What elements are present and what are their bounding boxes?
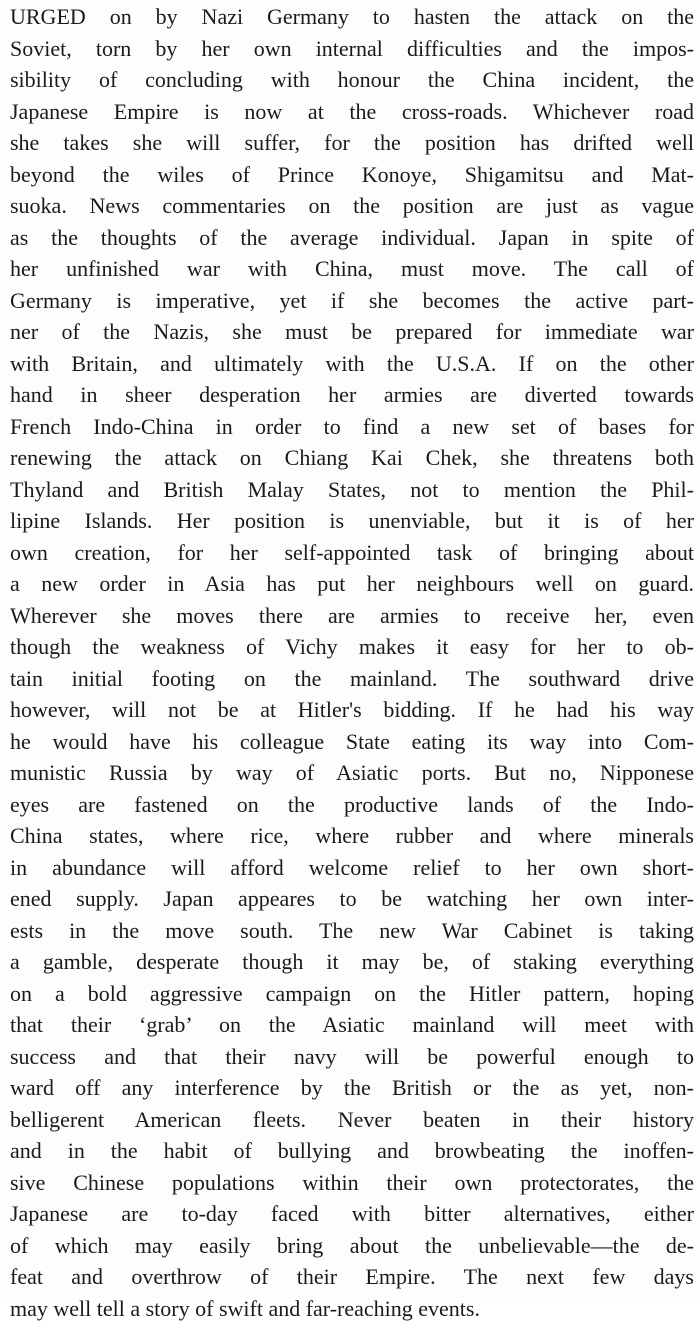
text-line: suoka. News commentaries on the position are just as vague xyxy=(10,190,694,222)
text-line: French Indo-China in order to find a new set of bases for xyxy=(10,411,694,443)
text-line: Soviet, torn by her own internal difficulties and the impos- xyxy=(10,33,694,65)
text-line: he would have his colleague State eating its way into Com- xyxy=(10,726,694,758)
text-line: belligerent American fleets. Never beaten in their history xyxy=(10,1104,694,1136)
text-line: own creation, for her self-appointed task of bringing about xyxy=(10,537,694,569)
text-line: beyond the wiles of Prince Konoye, Shigamitsu and Mat- xyxy=(10,159,694,191)
text-line: munistic Russia by way of Asiatic ports. But no, Nipponese xyxy=(10,757,694,789)
text-line: sive Chinese populations within their own protectorates, the xyxy=(10,1167,694,1199)
text-line: ward off any interference by the British or the as yet, non- xyxy=(10,1072,694,1104)
text-line: as the thoughts of the average individual. Japan in spite of xyxy=(10,222,694,254)
text-line: ner of the Nazis, she must be prepared for immediate war xyxy=(10,316,694,348)
text-line: may well tell a story of swift and far-reaching events. xyxy=(10,1293,694,1324)
text-line: renewing the attack on Chiang Kai Chek, she threatens both xyxy=(10,442,694,474)
text-line: that their ‘grab’ on the Asiatic mainland will meet with xyxy=(10,1009,694,1041)
text-line: ened supply. Japan appeares to be watching her own inter- xyxy=(10,883,694,915)
text-line: a new order in Asia has put her neighbours well on guard. xyxy=(10,568,694,600)
text-line: Germany is imperative, yet if she becomes the active part- xyxy=(10,285,694,317)
text-line: ests in the move south. The new War Cabinet is taking xyxy=(10,915,694,947)
text-line: on a bold aggressive campaign on the Hitler pattern, hoping xyxy=(10,978,694,1010)
text-line: she takes she will suffer, for the position has drifted well xyxy=(10,127,694,159)
text-line: lipine Islands. Her position is unenviable, but it is of her xyxy=(10,505,694,537)
text-line: of which may easily bring about the unbelievable—the de- xyxy=(10,1230,694,1262)
text-line: though the weakness of Vichy makes it easy for her to ob- xyxy=(10,631,694,663)
text-line: tain initial footing on the mainland. The southward drive xyxy=(10,663,694,695)
text-line: in abundance will afford welcome relief to her own short- xyxy=(10,852,694,884)
text-line: her unfinished war with China, must move. The call of xyxy=(10,253,694,285)
article-body xyxy=(10,1,694,1324)
text-line: sibility of concluding with honour the China incident, the xyxy=(10,64,694,96)
text-line: and in the habit of bullying and browbeating the inoffen- xyxy=(10,1135,694,1167)
text-line: URGED on by Nazi Germany to hasten the attack on the xyxy=(10,1,694,33)
text-line: China states, where rice, where rubber and where minerals xyxy=(10,820,694,852)
text-line: eyes are fastened on the productive lands of the Indo- xyxy=(10,789,694,821)
text-line: feat and overthrow of their Empire. The next few days xyxy=(10,1261,694,1293)
text-line: hand in sheer desperation her armies are diverted towards xyxy=(10,379,694,411)
text-line: Wherever she moves there are armies to receive her, even xyxy=(10,600,694,632)
text-line: Thyland and British Malay States, not to mention the Phil- xyxy=(10,474,694,506)
text-line: with Britain, and ultimately with the U.S.A. If on the other xyxy=(10,348,694,380)
text-line: Japanese Empire is now at the cross-roads. Whichever road xyxy=(10,96,694,128)
text-line: however, will not be at Hitler's bidding. If he had his way xyxy=(10,694,694,726)
text-line: success and that their navy will be powerful enough to xyxy=(10,1041,694,1073)
text-line: a gamble, desperate though it may be, of staking everything xyxy=(10,946,694,978)
text-line: Japanese are to-day faced with bitter alternatives, either xyxy=(10,1198,694,1230)
